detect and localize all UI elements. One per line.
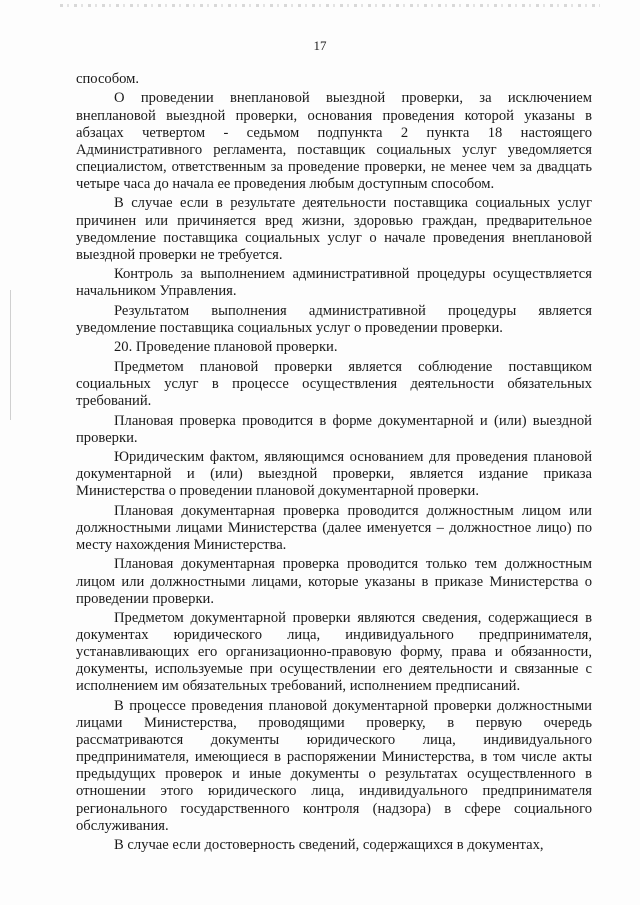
paragraph: В случае если в результате деятельности поставщика социальных услуг причинен или причиняется вред жизни, здоровью граждан, предварительное уведомление поставщика социальных услуг о начале проведения внеплановой выездной проверки не требуется.	[76, 195, 592, 263]
paragraph: Юридическим фактом, являющимся основанием для проведения плановой документарной и (или) выездной проверки, является издание приказа Министерства о проведении плановой документарной проверки.	[76, 449, 592, 500]
paragraph: В процессе проведения плановой документарной проверки должностными лицами Министерства, проводящими проверку, в первую очередь рассматриваются документы юридического лица, индивидуального предпринимателя, имеющиеся в распоряжении Министерства, в том числе акты предыдущих проверок и иные документы о результатах осуществленного в отношении этого юридического лица, индивидуального предпринимателя регионального государственного контроля (надзора) в сфере социального обслуживания.	[76, 697, 592, 834]
paragraph: Контроль за выполнением административной процедуры осуществляется начальником Управления.	[76, 266, 592, 300]
scan-artifact-left	[10, 290, 11, 420]
paragraph: Предметом плановой проверки является соблюдение поставщиком социальных услуг в процессе осуществления деятельности обязательных требований.	[76, 358, 592, 410]
paragraph: Предметом документарной проверки являются сведения, содержащиеся в документах юридического лица, индивидуального предпринимателя, устанавливающих его организационно-правовую форму, права и обязанности, документы, используемые при осуществлении его деятельности и связанные с исполнением им обязательных требований, исполнением предписаний.	[76, 610, 592, 695]
paragraph: В случае если достоверность сведений, содержащихся в документах,	[114, 837, 544, 854]
paragraph: Плановая документарная проверка проводится только тем должностным лицом или должностными лицами, которые указаны в приказе Министерства о проведении проверки.	[76, 556, 592, 607]
page-number: 17	[313, 38, 327, 53]
scan-artifact-top	[60, 4, 600, 7]
paragraph-continuation: способом.	[76, 71, 140, 87]
paragraph: Результатом выполнения административной процедуры является уведомление поставщика социальных услуг о проведении проверки.	[76, 302, 592, 336]
section-heading: 20. Проведение плановой проверки.	[114, 339, 338, 356]
document-body	[76, 71, 592, 857]
paragraph: О проведении внеплановой выездной проверки, за исключением внеплановой выездной проверки, основания проведения которой указаны в абзацах четвертом - седьмом подпункта 2 пункта 18 настоящего Административного регламента, поставщик социальных услуг уведомляется специалистом, ответственным за проведение проверки, не менее чем за двадцать четыре часа до начала ее проведения любым доступным способом.	[76, 90, 592, 192]
paragraph: Плановая проверка проводится в форме документарной и (или) выездной проверки.	[76, 412, 592, 446]
paragraph: Плановая документарная проверка проводится должностным лицом или должностными лицами Министерства (далее именуется – должностное лицо) по месту нахождения Министерства.	[76, 502, 592, 553]
